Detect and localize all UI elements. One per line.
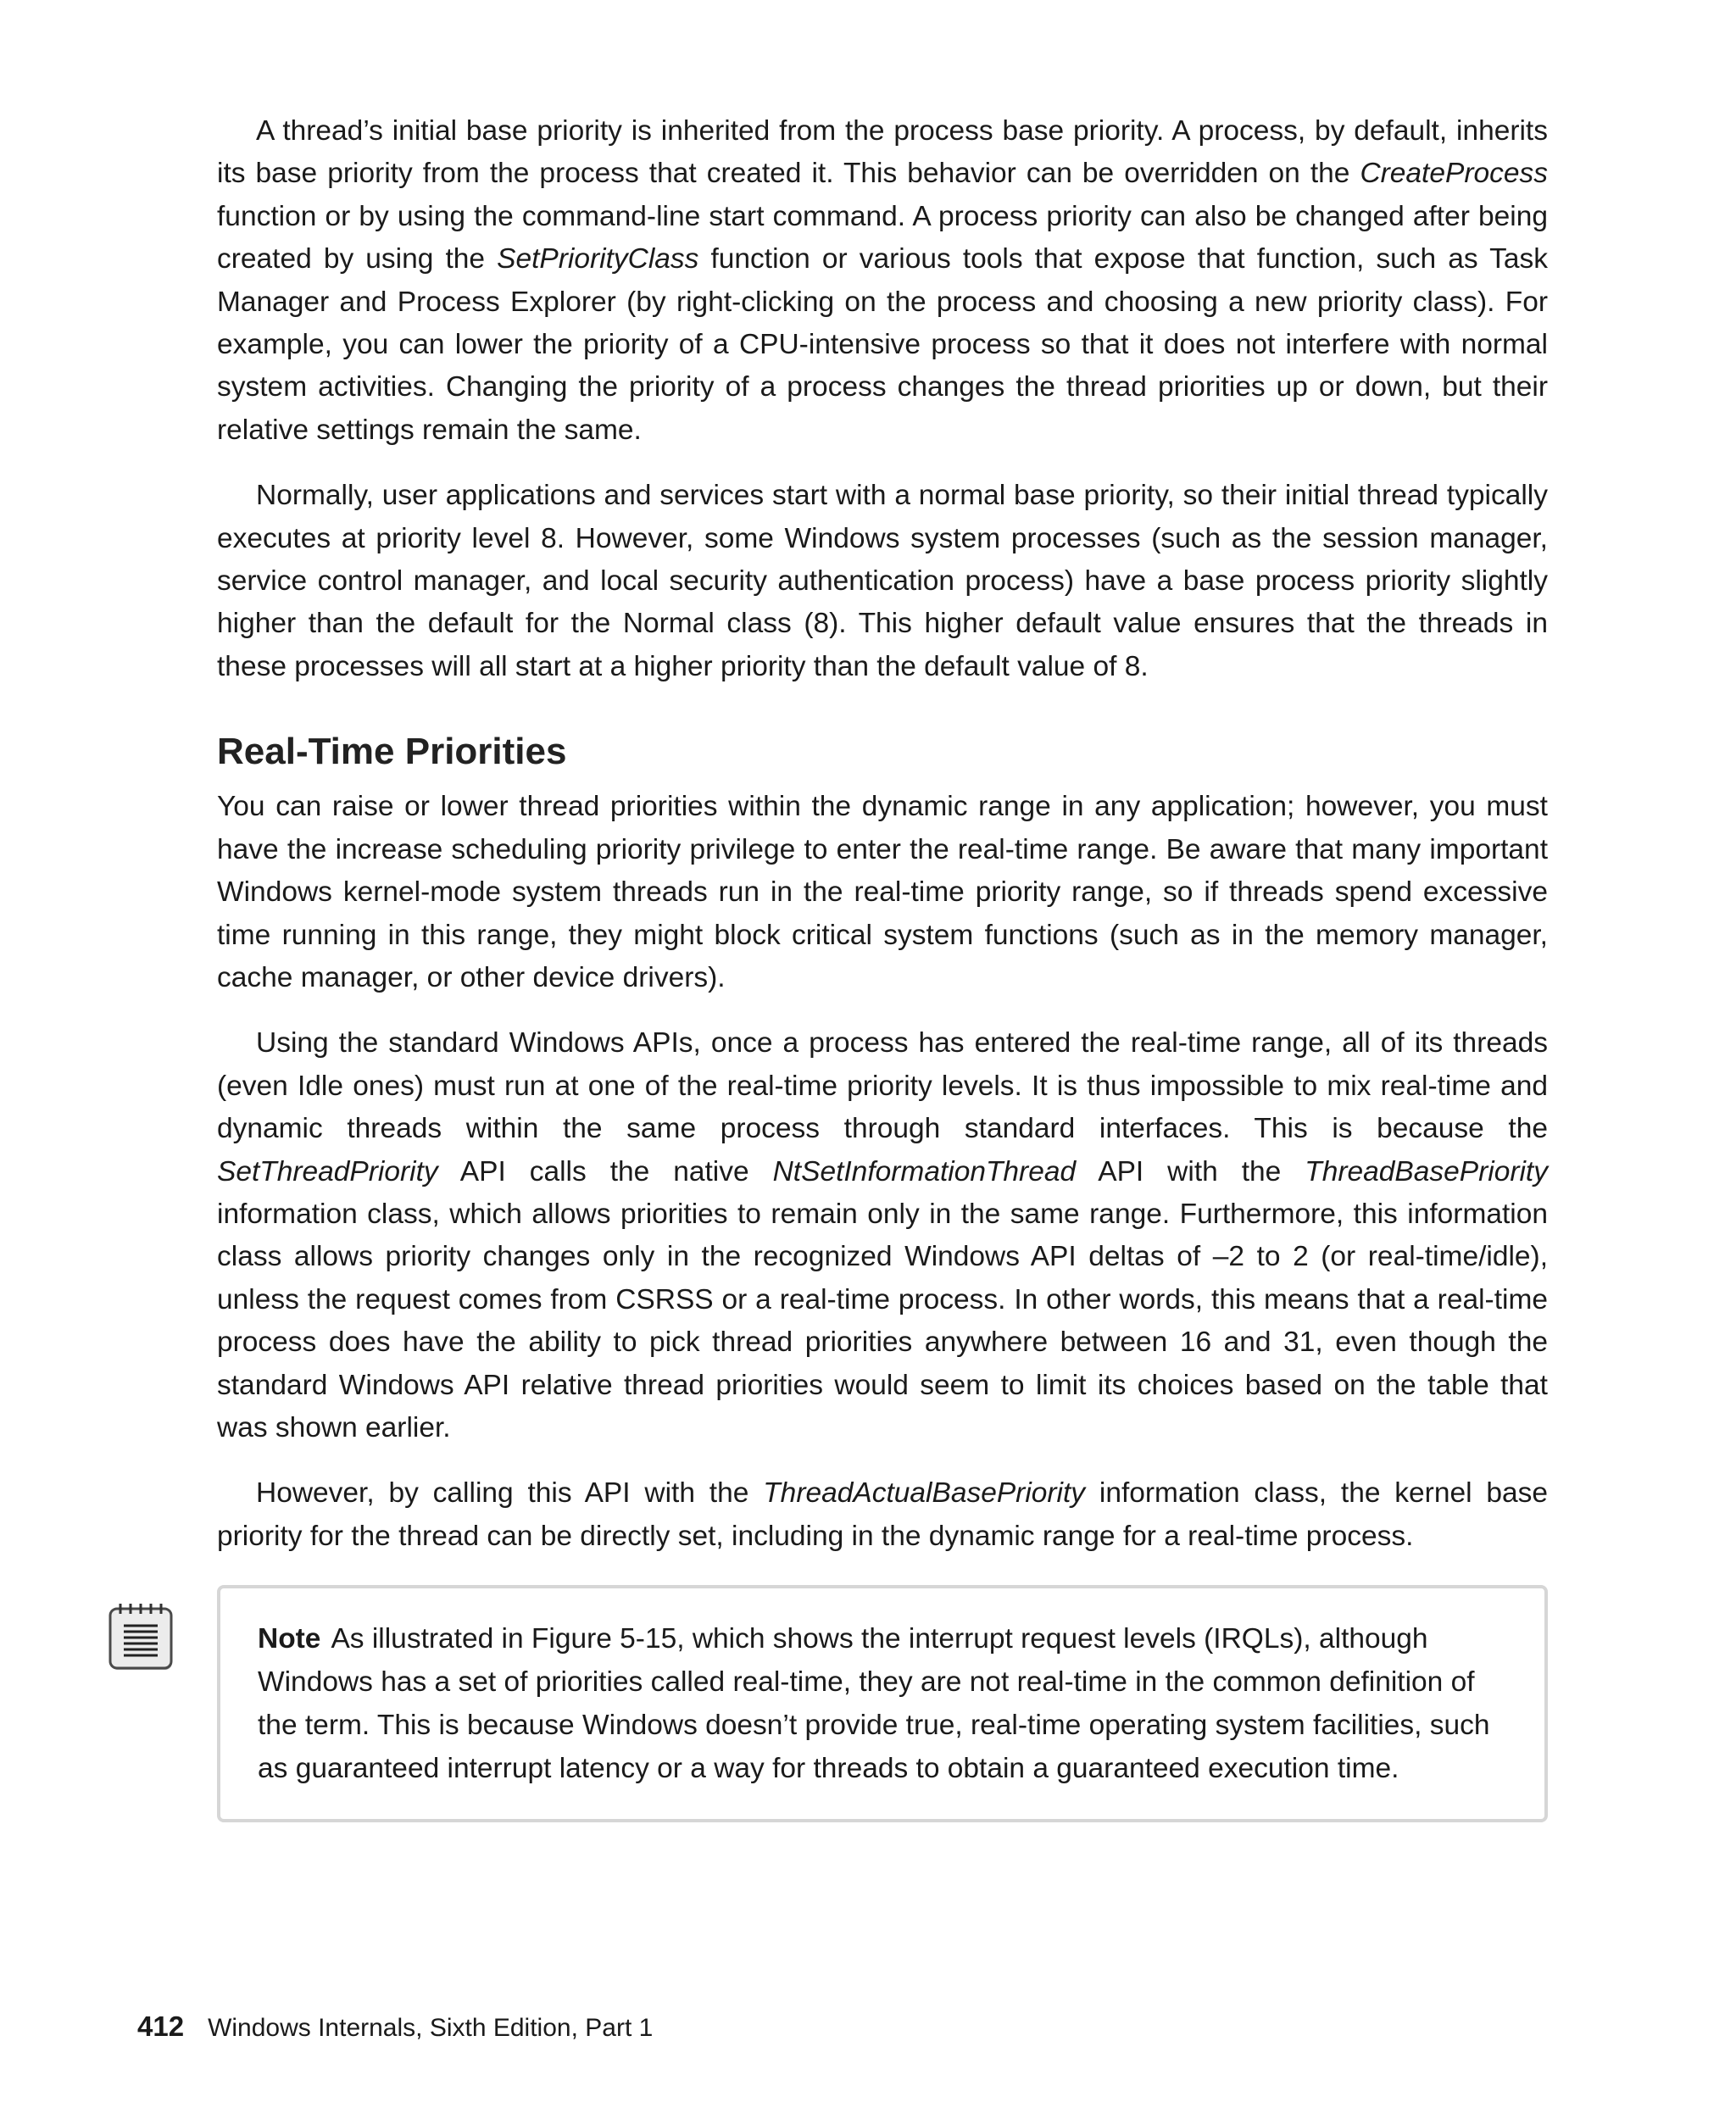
text-run: information class, which allows priorities to remain only in the same range. Furthermore, this information class allows priority changes only in the recognized Windows API deltas of –2 to 2 (or real-time/idle), unless the request comes from CSRSS or a real-time process. In other words, this means that a real-time process does have the ability to pick thread priorities anywhere between 16 and 31, even though the standard Windows API relative thread priorities would seem to limit its choices based on the table that was shown earlier.: [217, 1198, 1548, 1443]
note-box: [217, 1585, 1548, 1822]
book-title: Windows Internals, Sixth Edition, Part 1: [208, 2014, 654, 2042]
text-run: information class, the kernel base priority for the thread can be directly set, including in the dynamic range for a real-time process.: [217, 1477, 1548, 1552]
page-footer: [137, 2011, 653, 2043]
text-run: Using the standard Windows APIs, once a process has entered the real-time range, all of its threads (even Idle ones) must run at one of the real-time priority levels. It is thus impossible to mix real-time and dynamic threads within the same process through standard interfaces. This is because the: [217, 1027, 1548, 1145]
paragraph: [217, 110, 1548, 452]
italic-term: ThreadBasePriority: [1305, 1155, 1548, 1187]
text-run: API calls the native: [437, 1155, 773, 1187]
italic-term: NtSetInformationThread: [772, 1155, 1077, 1187]
section-heading: Real-Time Priorities: [217, 731, 567, 773]
intro-paragraphs: [217, 110, 1548, 688]
page-body: [217, 110, 1548, 1822]
paragraph: [217, 475, 1548, 688]
page-number: 412: [137, 2011, 185, 2042]
text-run: However, by calling this API with the: [256, 1477, 764, 1510]
paragraph: [217, 1022, 1548, 1449]
italic-term: SetThreadPriority: [217, 1155, 438, 1187]
text-run: Normally, user applications and services start with a normal base priority, so their initial thread typically executes at priority level 8. However, some Windows system processes (such as the session manager, service control manager, and local security authentication process) have a base process priority slightly higher than the default for the Normal class (8). This higher default value ensures that the threads in these processes will all start at a higher priority than the default value of 8.: [217, 480, 1548, 682]
italic-term: CreateProcess: [1360, 158, 1548, 190]
note: [217, 1585, 1548, 1822]
note-label: Note: [258, 1623, 321, 1655]
paragraph: [217, 1472, 1548, 1558]
section-paragraphs: [217, 786, 1548, 1558]
text-run: function or various tools that expose that function, such as Task Manager and Process Explorer (by right-clicking on the process and choosing a new priority class). For example, you can lower the priority of a CPU-intensive process so that it does not interfere with normal system activities. Changing the priority of a process changes the thread priorities up or down, but their relative settings remain the same.: [217, 243, 1548, 446]
text-run: You can raise or lower thread priorities within the dynamic range in any application; however, you must have the increase scheduling priority privilege to enter the real-time range. Be aware that many important Windows kernel-mode system threads run in the real-time priority range, so if threads spend excessive time running in this range, they might block critical system functions (such as in the memory manager, cache manager, or other device drivers).: [217, 791, 1548, 993]
text-run: A thread’s initial base priority is inherited from the process base priority. A process, by default, inherits its base priority from the process that created it. This behavior can be overridden on the: [217, 115, 1548, 190]
italic-term: ThreadActualBasePriority: [763, 1477, 1086, 1510]
note-text: As illustrated in Figure 5-15, which shows the interrupt request levels (IRQLs), although Windows has a set of priorities called real-time, they are not real-time in the common definition of the term. This is because Windows doesn’t provide true, real-time operating system facilities, such as guaranteed interrupt latency or a way for threads to obtain a guaranteed execution time.: [258, 1623, 1490, 1785]
text-run: function or by using the command-line start command. A process priority can also be changed after being created by using the: [217, 200, 1548, 275]
notepad-icon: [108, 1602, 176, 1673]
paragraph: [217, 786, 1548, 999]
text-run: API with the: [1076, 1155, 1305, 1187]
italic-term: SetPriorityClass: [497, 243, 699, 275]
